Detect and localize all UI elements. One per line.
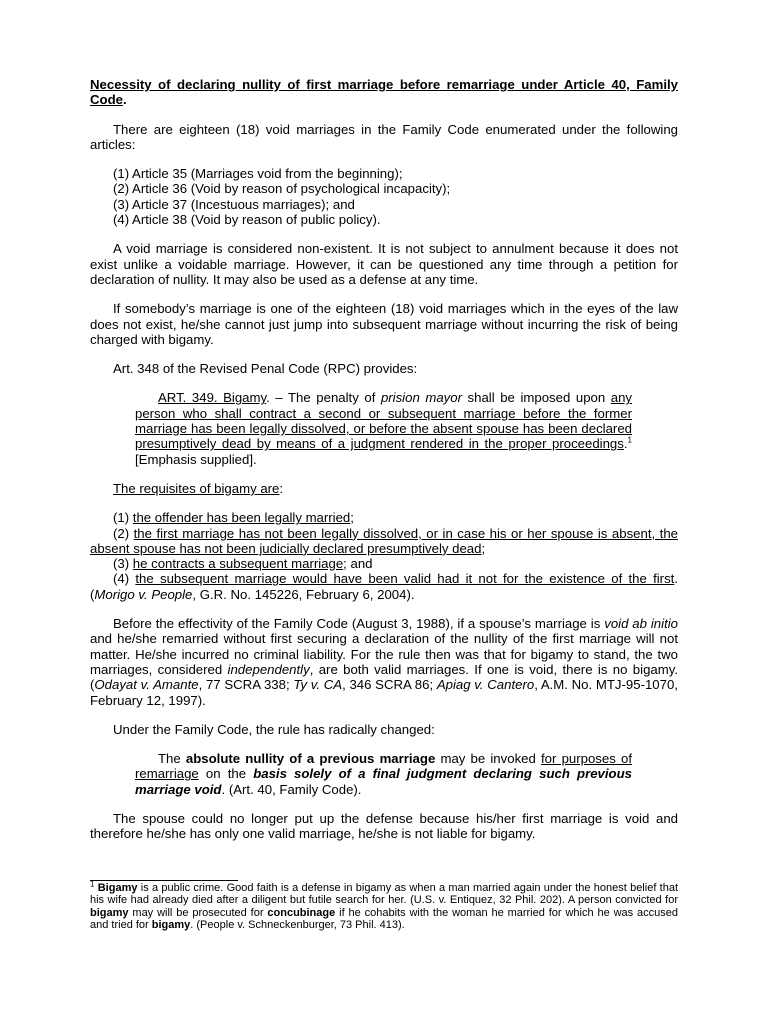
list-item: (1) Article 35 (Marriages void from the beginning);	[113, 166, 403, 182]
document-title-line: Necessity of declaring nullity of first marriage before remarriage under Article 40, Family Code.	[90, 77, 678, 108]
requisites-heading: The requisites of bigamy are	[113, 480, 280, 496]
footnote-number: 1	[90, 879, 95, 889]
footnote-1: $^1$ Bigamy is a public crime. Good faith is a defense in bigamy as when a man married again under the honest belief that his wife had already died after a diligent but futile search for her. (U.S. v. Entiquez, 32 Phil. 202). A person convicted for bigamy may will be prosecuted for concubinage if he cohabits with the woman he married for which he was accused and tried for bigamy. (People v. Schneckenburger, 73 Phil. 413).	[90, 879, 679, 932]
document-body	[90, 77, 678, 842]
paragraph-void-marriage-nonexistent: A void marriage is considered non-existent. It is not subject to annulment because it does not exist unlike a voidable marriage. However, it can be questioned any time through a petition for declaration of nullity. It may also be used as a defense at any time.	[90, 241, 678, 287]
list-item: (3) Article 37 (Incestuous marriages); and	[113, 196, 355, 212]
list-item: (2) Article 36 (Void by reason of psychological incapacity);	[113, 181, 451, 197]
list-item: (3) he contracts a subsequent marriage; and	[113, 556, 373, 572]
paragraph-rule-changed: Under the Family Code, the rule has radically changed:	[113, 721, 435, 737]
quote-underlined-text: any person who shall contract a second or subsequent marriage before the former marriage has been legally dissolved, or before the absent spouse has been declared presumptively dead by means of a judgment rendered in the proper proceedings	[135, 390, 633, 452]
requisites-list	[90, 510, 678, 602]
footnote-separator	[90, 880, 238, 881]
footnotes	[90, 879, 679, 932]
paragraph-void-marriages-intro: There are eighteen (18) void marriages in the Family Code enumerated under the following articles:	[90, 121, 678, 152]
paragraph-pre-family-code: Before the effectivity of the Family Code (August 3, 1988), if a spouse’s marriage is void ab initio and he/she remarried without first securing a declaration of the nullity of the first marriage will not matter. He/she incurred no criminal liability. For the rule then was that for bigamy to stand, the two marriages, considered independently, are both valid marriages. If one is void, there is no bigamy. (Odayat v. Amante, 77 SCRA 338; Ty v. CA, 346 SCRA 86; Apiag v. Cantero, A.M. No. MTJ-95-1070, February 12, 1997).	[90, 616, 679, 708]
paragraph-rpc-intro: Art. 348 of the Revised Penal Code (RPC) provides:	[113, 361, 418, 377]
footnote-reference: 1	[627, 435, 632, 445]
articles-list	[90, 166, 678, 227]
document-title: Necessity of declaring nullity of first marriage before remarriage under Article 40, Family Code	[90, 77, 678, 108]
quote-art-label: ART. 349. Bigamy	[158, 390, 267, 406]
requisites-heading-line: The requisites of bigamy are:	[113, 480, 284, 496]
list-item: (2) the first marriage has not been legally dissolved, or in case his or her spouse is absent, the absent spouse has not been judicially declared presumptively dead;	[90, 525, 678, 556]
quote-art-349: ART. 349. Bigamy. – The penalty of prision mayor shall be imposed upon any person who shall contract a second or subsequent marriage before the former marriage has been legally dissolved, or before the absent spouse has been declared presumptively dead by means of a judgment rendered in the proper proceedings.$^1$ [Emphasis supplied].	[135, 390, 633, 467]
quote-art-40: The absolute nullity of a previous marriage may be invoked for purposes of remarriage on the basis solely of a final judgment declaring such previous marriage void. (Art. 40, Family Code).	[135, 751, 632, 797]
list-item: (4) Article 38 (Void by reason of public policy).	[113, 212, 381, 228]
paragraph-conclusion: The spouse could no longer put up the defense because his/her first marriage is void and therefore he/she has only one valid marriage, he/she is not liable for bigamy.	[90, 810, 678, 842]
list-item: (4) the subsequent marriage would have been valid had it not for the existence of the first. (Morigo v. People, G.R. No. 145226, February 6, 2004).	[90, 571, 679, 602]
list-item: (1) the offender has been legally married;	[113, 510, 354, 526]
paragraph-bigamy-risk: If somebody’s marriage is one of the eighteen (18) void marriages which in the eyes of the law does not exist, he/she cannot just jump into subsequent marriage without incurring the risk of being charged with bigamy.	[90, 301, 678, 347]
